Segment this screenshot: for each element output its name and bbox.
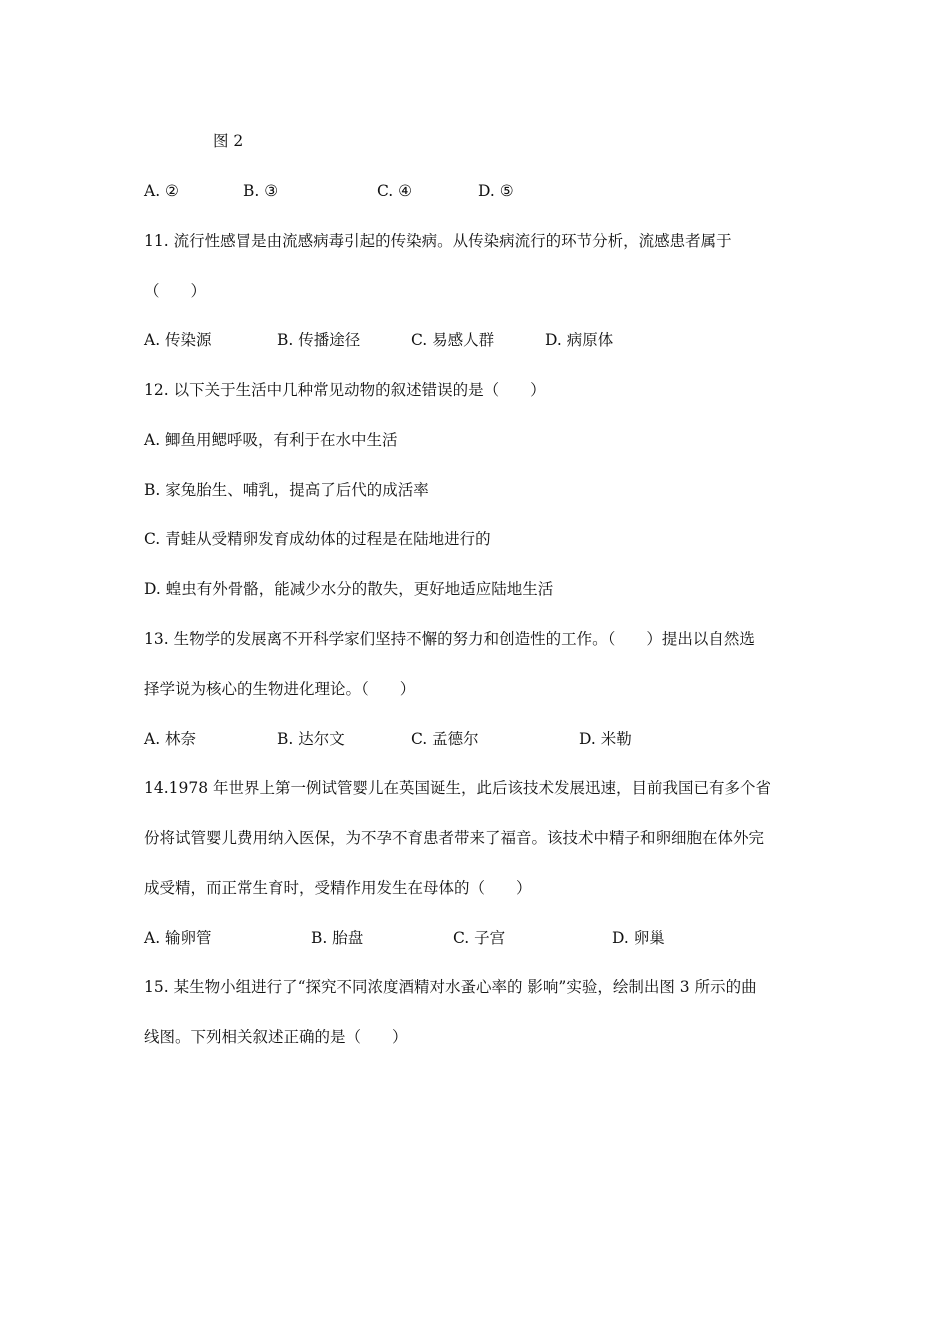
q14-option-c: C. 子宫 [453,929,506,947]
q13-option-a: A. 林奈 [144,730,197,748]
q11-stem-line1: 11. 流行性感冒是由流感病毒引起的传染病。从传染病流行的环节分析，流感患者属于 [144,232,732,250]
q10-option-a: A. ② [144,182,179,200]
q11-option-b: B. 传播途径 [277,331,361,349]
q14-stem-line3: 成受精，而正常生育时，受精作用发生在母体的（ ） [144,879,532,897]
q10-option-b: B. ③ [243,182,279,200]
q13-option-d: D. 米勒 [579,730,632,748]
q13-stem-line2: 择学说为核心的生物进化理论。（ ） [144,680,416,698]
q12-option-b: B. 家兔胎生、哺乳，提高了后代的成活率 [144,481,429,499]
q14-option-d: D. 卵巢 [612,929,665,947]
q12-stem: 12. 以下关于生活中几种常见动物的叙述错误的是（ ） [144,381,546,399]
q11-option-c: C. 易感人群 [411,331,495,349]
q13-option-c: C. 孟德尔 [411,730,479,748]
q14-option-a: A. 输卵管 [144,929,212,947]
q12-option-a: A. 鲫鱼用鳃呼吸，有利于在水中生活 [144,431,398,449]
q15-stem-line2: 线图。下列相关叙述正确的是（ ） [144,1028,408,1046]
q11-stem-line2: （ ） [144,282,207,300]
q14-stem-line1: 14.1978 年世界上第一例试管婴儿在英国诞生，此后该技术发展迅速，目前我国已有多个省 [144,779,772,797]
q15-stem-line1: 15. 某生物小组进行了“探究不同浓度酒精对水蚤心率的 影响”实验，绘制出图 3 所示的曲 [144,978,757,996]
figure-caption: 图 2 [213,132,244,150]
q13-option-b: B. 达尔文 [277,730,345,748]
q10-option-d: D. ⑤ [478,182,514,200]
q14-option-b: B. 胎盘 [311,929,364,947]
q12-option-d: D. 蝗虫有外骨骼，能减少水分的散失，更好地适应陆地生活 [144,580,554,598]
q11-option-d: D. 病原体 [545,331,614,349]
q14-stem-line2: 份将试管婴儿费用纳入医保，为不孕不育患者带来了福音。该技术中精子和卵细胞在体外完 [144,829,765,847]
q11-option-a: A. 传染源 [144,331,212,349]
q12-option-c: C. 青蛙从受精卵发育成幼体的过程是在陆地进行的 [144,530,491,548]
q10-option-c: C. ④ [377,182,413,200]
q13-stem-line1: 13. 生物学的发展离不开科学家们坚持不懈的努力和创造性的工作。（ ）提出以自然选 [144,630,755,648]
